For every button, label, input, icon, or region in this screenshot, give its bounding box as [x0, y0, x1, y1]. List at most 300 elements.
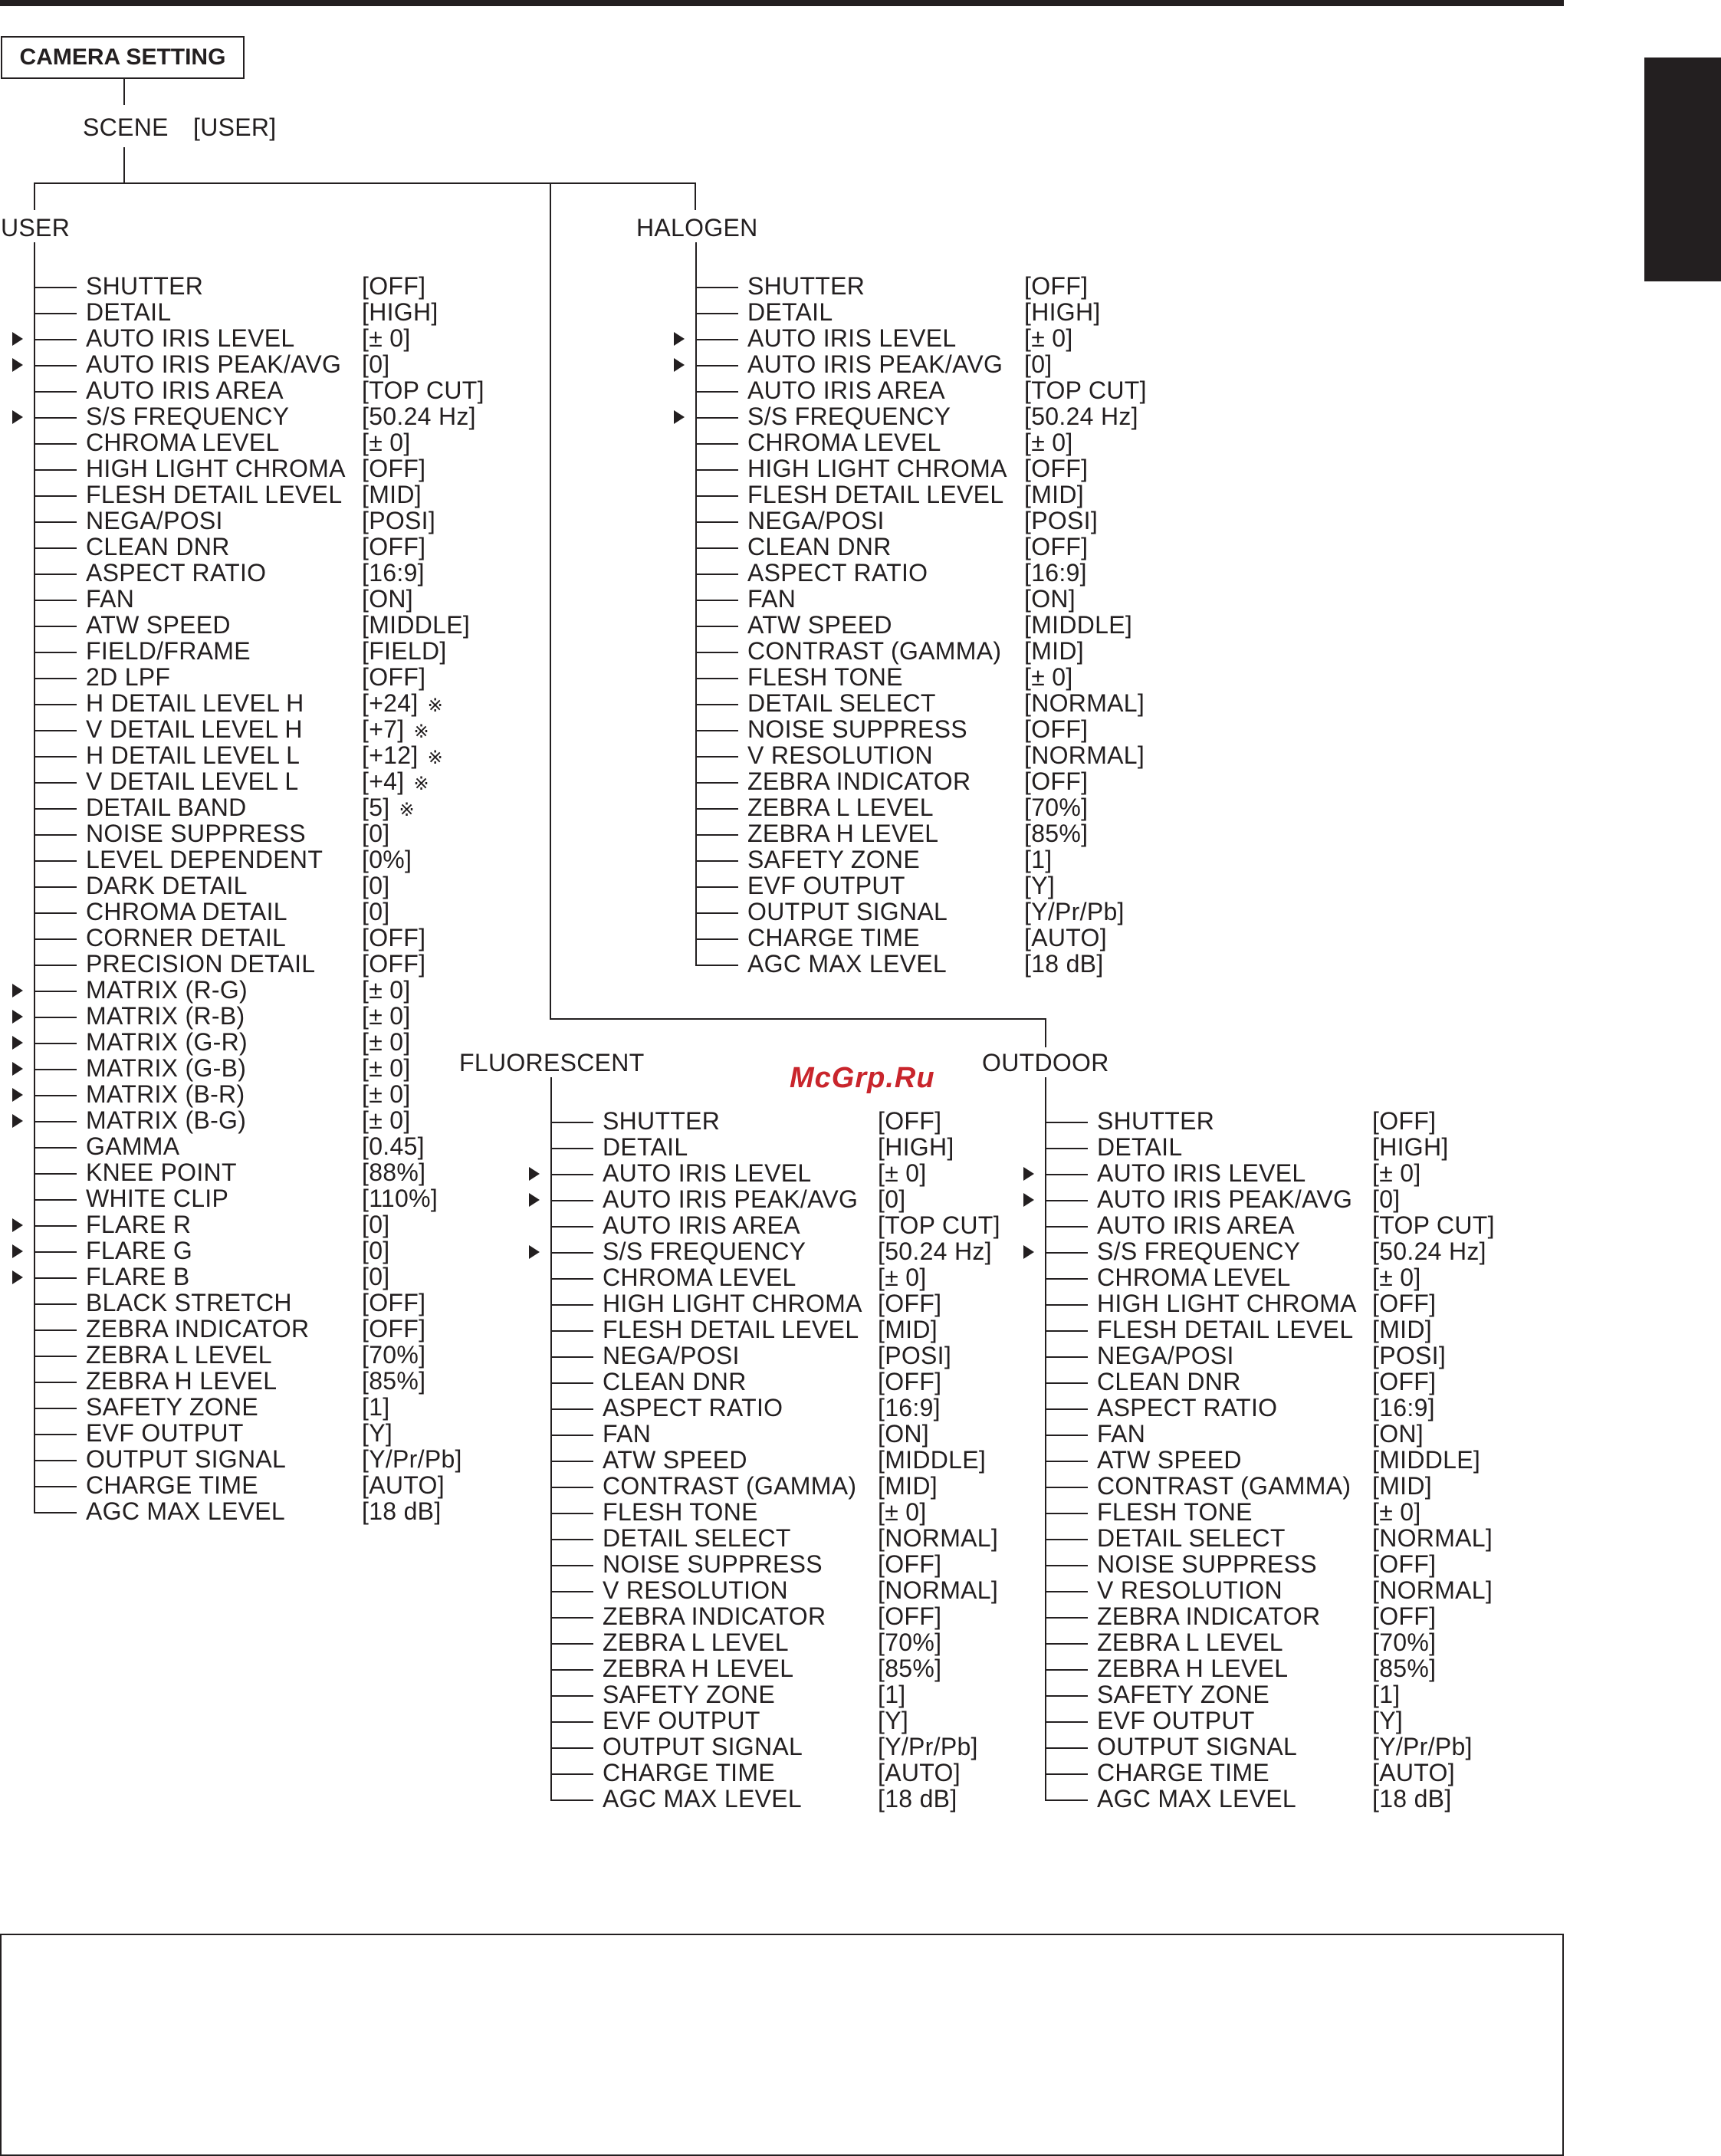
setting-value: [1024, 456, 1088, 481]
tree-branch: [34, 417, 77, 419]
tree-branch: [34, 1460, 77, 1461]
setting-value-text: [Y/Pr/Pb]: [1024, 898, 1125, 925]
setting-name: CHARGE TIME: [603, 1759, 775, 1786]
tree-branch: [34, 912, 77, 914]
setting-name: ASPECT RATIO: [1097, 1394, 1278, 1421]
setting-value-text: [0]: [878, 1185, 906, 1213]
tree-branch: [695, 756, 738, 758]
tree-branch: [695, 730, 738, 731]
setting-name: ZEBRA INDICATOR: [86, 1315, 310, 1343]
setting-value-text: [MIDDLE]: [1024, 611, 1133, 639]
setting-value: [1372, 1291, 1436, 1316]
setting-name: EVF OUTPUT: [747, 872, 905, 899]
setting-value: [362, 326, 411, 350]
setting-name: NOISE SUPPRESS: [747, 715, 967, 743]
reference-mark-icon: ※: [413, 774, 429, 794]
setting-value-text: [± 0]: [362, 1028, 411, 1056]
tree-trunk-halogen: [695, 242, 697, 965]
tree-branch: [1045, 1174, 1088, 1175]
setting-value: [362, 300, 438, 324]
setting-value: [1372, 1526, 1493, 1550]
setting-value: [1372, 1786, 1452, 1811]
tree-branch: [1045, 1304, 1088, 1306]
setting-name: ZEBRA H LEVEL: [603, 1655, 794, 1682]
tree-branch: [34, 391, 77, 393]
setting-value: [878, 1265, 927, 1290]
setting-name: CHROMA LEVEL: [86, 429, 280, 456]
setting-name: OUTPUT SIGNAL: [86, 1445, 287, 1473]
setting-name: SHUTTER: [1097, 1107, 1215, 1135]
setting-value: [362, 378, 484, 403]
column-heading-fluorescent: FLUORESCENT: [459, 1049, 645, 1076]
setting-value: [1372, 1630, 1436, 1655]
setting-name: FAN: [86, 585, 135, 613]
setting-value: [878, 1421, 929, 1446]
reference-mark-icon: ※: [427, 748, 443, 768]
pointer-mark-icon: [1023, 1193, 1034, 1207]
setting-value-text: [± 0]: [362, 1054, 411, 1082]
setting-value: [362, 534, 425, 559]
setting-value: [362, 665, 425, 689]
setting-value: [1372, 1317, 1432, 1342]
tree-branch: [550, 1721, 593, 1723]
pointer-mark-icon: [529, 1167, 540, 1181]
setting-value-text: [MID]: [878, 1472, 938, 1500]
setting-name: DETAIL: [603, 1133, 688, 1161]
setting-name: S/S FREQUENCY: [747, 403, 951, 430]
tree-branch: [1045, 1148, 1088, 1149]
setting-name: DETAIL SELECT: [1097, 1524, 1286, 1552]
setting-value-text: [0]: [1372, 1185, 1401, 1213]
setting-name: PRECISION DETAIL: [86, 950, 316, 978]
tree-branch: [1045, 1435, 1088, 1436]
setting-value-text: [50.24 Hz]: [362, 403, 476, 430]
setting-value-text: [0]: [362, 820, 390, 847]
setting-value-text: [OFF]: [1372, 1602, 1437, 1630]
setting-name: AGC MAX LEVEL: [86, 1497, 285, 1525]
tree-branch: [695, 443, 738, 445]
setting-value-text: [± 0]: [878, 1498, 927, 1526]
setting-value: [362, 1369, 425, 1393]
setting-value-text: [OFF]: [1024, 533, 1089, 560]
setting-value-text: [OFF]: [362, 950, 426, 978]
setting-value-text: [MID]: [1024, 481, 1084, 508]
setting-name: CHROMA DETAIL: [86, 898, 287, 925]
tree-branch: [550, 1695, 593, 1697]
setting-value: [362, 1160, 425, 1185]
setting-name: V RESOLUTION: [1097, 1576, 1283, 1604]
tree-branch: [1045, 1565, 1088, 1566]
tree-branch: [1045, 1643, 1088, 1645]
tree-branch: [34, 678, 77, 679]
tree-branch: [550, 1799, 593, 1801]
setting-value: [362, 1343, 425, 1367]
setting-value: [1024, 560, 1087, 585]
tree-branch: [695, 652, 738, 653]
setting-name: FAN: [1097, 1420, 1146, 1448]
column-heading-outdoor: OUTDOOR: [982, 1049, 1109, 1076]
tree-branch: [550, 1356, 593, 1358]
setting-value: [362, 899, 389, 924]
setting-value: [1024, 482, 1084, 507]
pointer-mark-icon: [12, 1270, 23, 1284]
setting-value-text: [OFF]: [1024, 455, 1089, 482]
tree-branch: [34, 1069, 77, 1070]
setting-value: [878, 1500, 927, 1524]
setting-value-text: [+24]: [362, 689, 419, 717]
setting-name: H DETAIL LEVEL H: [86, 689, 304, 717]
setting-value: [1372, 1552, 1436, 1576]
setting-value-text: [OFF]: [1024, 767, 1089, 795]
tree-branch: [34, 600, 77, 601]
setting-name: ZEBRA L LEVEL: [86, 1341, 272, 1369]
scene-value: [USER]: [193, 113, 277, 141]
tree-branch: [34, 1199, 77, 1201]
setting-name: FLESH TONE: [603, 1498, 758, 1526]
setting-value-text: [± 0]: [1024, 324, 1073, 352]
tree-trunk-outdoor: [1045, 1077, 1046, 1800]
setting-value-text: [Y]: [878, 1707, 909, 1734]
tree-branch: [695, 860, 738, 862]
setting-value-text: [ON]: [1372, 1420, 1424, 1448]
setting-value-text: [Y/Pr/Pb]: [878, 1733, 978, 1760]
setting-value: [362, 274, 425, 298]
tree-branch: [1045, 1747, 1088, 1749]
setting-name: ZEBRA H LEVEL: [1097, 1655, 1289, 1682]
setting-value: [362, 717, 429, 744]
setting-value: [1024, 795, 1088, 820]
setting-value-text: [ON]: [1024, 585, 1076, 613]
tree-branch: [550, 1226, 593, 1228]
setting-name: AGC MAX LEVEL: [1097, 1785, 1296, 1813]
setting-value-text: [OFF]: [1372, 1290, 1437, 1317]
pointer-mark-icon: [12, 358, 23, 372]
tree-branch: [34, 782, 77, 784]
setting-value: [1372, 1161, 1421, 1185]
setting-name: NOISE SUPPRESS: [86, 820, 306, 847]
pointer-mark-icon: [529, 1193, 540, 1207]
tree-branch: [695, 574, 738, 575]
setting-value: [878, 1343, 951, 1368]
tree-branch: [550, 1252, 593, 1254]
setting-value-text: [POSI]: [1372, 1342, 1447, 1369]
setting-name: DARK DETAIL: [86, 872, 248, 899]
setting-name: ASPECT RATIO: [747, 559, 928, 587]
setting-value-text: [OFF]: [362, 924, 426, 951]
setting-value-text: [± 0]: [362, 324, 411, 352]
tree-connector: [123, 147, 125, 182]
setting-name: FLESH TONE: [1097, 1498, 1253, 1526]
setting-value: [1372, 1656, 1436, 1681]
setting-name: DETAIL BAND: [86, 794, 247, 821]
setting-value: [1372, 1213, 1495, 1237]
setting-value-text: [± 0]: [1024, 429, 1073, 456]
setting-name: NEGA/POSI: [603, 1342, 740, 1369]
setting-value-text: [85%]: [1372, 1655, 1437, 1682]
setting-value: [878, 1734, 978, 1759]
tree-branch: [34, 287, 77, 288]
setting-value-text: [± 0]: [362, 976, 411, 1004]
setting-name: ATW SPEED: [603, 1446, 747, 1474]
setting-name: AUTO IRIS LEVEL: [603, 1159, 812, 1187]
setting-value-text: [± 0]: [878, 1159, 927, 1187]
setting-value-text: [OFF]: [878, 1602, 942, 1630]
setting-value: [362, 847, 412, 872]
setting-name: CHROMA LEVEL: [603, 1264, 796, 1291]
tree-branch: [550, 1773, 593, 1775]
setting-value-text: [+7]: [362, 715, 405, 743]
setting-value: [878, 1604, 941, 1629]
setting-name: DETAIL: [86, 298, 172, 326]
setting-value: [878, 1448, 986, 1472]
setting-value-text: [AUTO]: [878, 1759, 961, 1786]
tree-branch: [695, 339, 738, 340]
tree-branch: [550, 1408, 593, 1410]
tree-branch: [1045, 1226, 1088, 1228]
setting-value: [1024, 378, 1147, 403]
setting-name: HIGH LIGHT CHROMA: [603, 1290, 862, 1317]
setting-name: AUTO IRIS AREA: [603, 1211, 800, 1239]
pointer-mark-icon: [12, 410, 23, 424]
setting-value-text: [NORMAL]: [1024, 689, 1145, 717]
tree-connector: [34, 182, 696, 184]
setting-value-text: [MID]: [362, 481, 422, 508]
setting-value: [878, 1682, 905, 1707]
setting-name: ATW SPEED: [86, 611, 231, 639]
setting-value: [878, 1187, 905, 1211]
setting-value: [878, 1526, 998, 1550]
reference-mark-icon: ※: [399, 800, 415, 820]
setting-value: [362, 1056, 411, 1080]
setting-value: [362, 430, 411, 455]
tree-branch: [550, 1304, 593, 1306]
tree-branch: [34, 991, 77, 992]
setting-value: [1024, 534, 1088, 559]
setting-value-text: [85%]: [362, 1367, 426, 1395]
tree-branch: [695, 808, 738, 810]
setting-value-text: [0%]: [362, 846, 412, 873]
setting-value: [878, 1291, 941, 1316]
tree-branch: [34, 521, 77, 523]
tree-branch: [34, 1017, 77, 1018]
pointer-mark-icon: [12, 1036, 23, 1050]
setting-value-text: [± 0]: [1372, 1264, 1421, 1291]
tree-branch: [695, 834, 738, 836]
tree-branch: [34, 1173, 77, 1175]
setting-name: NOISE SUPPRESS: [603, 1550, 823, 1578]
tree-branch: [34, 1121, 77, 1122]
tree-branch: [34, 938, 77, 940]
setting-name: AGC MAX LEVEL: [603, 1785, 802, 1813]
tree-branch: [695, 417, 738, 419]
setting-value: [1372, 1734, 1473, 1759]
setting-name: AUTO IRIS LEVEL: [1097, 1159, 1306, 1187]
setting-value: [362, 1108, 411, 1132]
setting-value: [878, 1708, 908, 1733]
setting-value-text: [50.24 Hz]: [1024, 403, 1138, 430]
tree-branch: [695, 495, 738, 497]
tree-branch: [695, 704, 738, 705]
tree-connector: [695, 182, 696, 210]
setting-value: [1372, 1474, 1432, 1498]
setting-name: CLEAN DNR: [1097, 1368, 1241, 1395]
setting-name: EVF OUTPUT: [603, 1707, 760, 1734]
setting-value: [1024, 352, 1052, 376]
setting-value-text: [OFF]: [1372, 1107, 1437, 1135]
setting-name: FLARE B: [86, 1263, 190, 1290]
setting-value-text: [5]: [362, 794, 390, 821]
setting-name: DETAIL SELECT: [603, 1524, 791, 1552]
tree-branch: [34, 704, 77, 705]
tree-branch: [1045, 1252, 1088, 1254]
setting-name: AUTO IRIS PEAK/AVG: [1097, 1185, 1353, 1213]
setting-value-text: [HIGH]: [1372, 1133, 1449, 1161]
setting-name: AUTO IRIS PEAK/AVG: [603, 1185, 859, 1213]
notes-box: [0, 1934, 1564, 2156]
setting-value-text: [NORMAL]: [1372, 1576, 1493, 1604]
setting-value-text: [OFF]: [362, 272, 426, 300]
pointer-mark-icon: [674, 358, 685, 372]
section-tab: [1644, 58, 1721, 281]
setting-value-text: [18 dB]: [1024, 950, 1104, 978]
setting-value-text: [MIDDLE]: [878, 1446, 987, 1474]
setting-name: MATRIX (B-R): [86, 1080, 245, 1108]
setting-name: CHROMA LEVEL: [747, 429, 941, 456]
setting-value: [1024, 404, 1138, 429]
setting-name: CONTRAST (GAMMA): [603, 1472, 857, 1500]
setting-value: [1024, 430, 1073, 455]
setting-value-text: [OFF]: [1024, 715, 1089, 743]
setting-value: [362, 1030, 411, 1054]
setting-value: [878, 1395, 941, 1420]
setting-value: [1372, 1760, 1455, 1785]
setting-value: [1024, 274, 1088, 298]
setting-name: SAFETY ZONE: [603, 1681, 775, 1708]
tree-branch: [550, 1200, 593, 1201]
setting-value: [362, 951, 425, 976]
setting-value: [1372, 1369, 1436, 1394]
setting-name: SHUTTER: [603, 1107, 721, 1135]
tree-branch: [695, 912, 738, 914]
tree-branch: [695, 678, 738, 679]
tree-branch: [695, 391, 738, 393]
tree-branch: [550, 1513, 593, 1514]
setting-name: OUTPUT SIGNAL: [1097, 1733, 1298, 1760]
setting-value-text: [± 0]: [362, 1106, 411, 1134]
setting-value-text: [85%]: [1024, 820, 1089, 847]
tree-branch: [34, 860, 77, 862]
setting-value: [1024, 769, 1088, 794]
setting-value: [362, 769, 429, 797]
setting-value-text: [18 dB]: [878, 1785, 957, 1813]
setting-name: AUTO IRIS LEVEL: [86, 324, 295, 352]
tree-branch: [695, 469, 738, 471]
setting-value: [1372, 1135, 1449, 1159]
setting-value: [1372, 1500, 1421, 1524]
setting-value-text: [± 0]: [1372, 1498, 1421, 1526]
tree-branch: [34, 495, 77, 497]
pointer-mark-icon: [12, 1088, 23, 1102]
setting-name: SHUTTER: [86, 272, 204, 300]
setting-value: [878, 1578, 998, 1602]
setting-name: NEGA/POSI: [86, 507, 223, 534]
tree-branch: [34, 1512, 77, 1513]
tree-branch: [34, 756, 77, 758]
setting-value: [1024, 665, 1073, 689]
tree-branch: [34, 1329, 77, 1331]
tree-branch: [550, 1174, 593, 1175]
setting-value: [1372, 1421, 1424, 1446]
setting-value-text: [MIDDLE]: [1372, 1446, 1481, 1474]
setting-name: LEVEL DEPENDENT: [86, 846, 324, 873]
setting-value: [878, 1213, 1000, 1237]
setting-name: ASPECT RATIO: [603, 1394, 783, 1421]
page-title: CAMERA SETTING: [1, 36, 245, 79]
reference-mark-icon: ※: [427, 695, 443, 716]
setting-value-text: [0]: [362, 898, 390, 925]
setting-name: NOISE SUPPRESS: [1097, 1550, 1317, 1578]
setting-value: [362, 821, 389, 846]
setting-name: SAFETY ZONE: [1097, 1681, 1269, 1708]
pointer-mark-icon: [529, 1245, 540, 1259]
setting-name: ATW SPEED: [1097, 1446, 1242, 1474]
setting-value-text: [50.24 Hz]: [1372, 1237, 1486, 1265]
setting-name: FAN: [603, 1420, 652, 1448]
setting-name: V DETAIL LEVEL H: [86, 715, 303, 743]
tree-branch: [34, 339, 77, 340]
setting-name: NEGA/POSI: [1097, 1342, 1234, 1369]
pointer-mark-icon: [12, 332, 23, 346]
setting-value-text: [POSI]: [878, 1342, 952, 1369]
setting-value-text: [18 dB]: [362, 1497, 442, 1525]
tree-branch: [550, 1382, 593, 1384]
tree-branch: [34, 547, 77, 549]
setting-value-text: [TOP CUT]: [878, 1211, 1000, 1239]
setting-value-text: [Y]: [1024, 872, 1056, 899]
tree-branch: [34, 313, 77, 314]
setting-value-text: [FIELD]: [362, 637, 447, 665]
setting-value-text: [MID]: [1372, 1472, 1432, 1500]
setting-name: AGC MAX LEVEL: [747, 950, 947, 978]
setting-value-text: [16:9]: [878, 1394, 941, 1421]
setting-name: MATRIX (R-G): [86, 976, 248, 1004]
tree-connector: [34, 182, 35, 210]
setting-value-text: [OFF]: [362, 455, 426, 482]
setting-value: [1024, 508, 1098, 533]
tree-branch: [1045, 1617, 1088, 1619]
setting-value-text: [NORMAL]: [878, 1524, 999, 1552]
setting-value-text: [± 0]: [1024, 663, 1073, 691]
setting-name: AUTO IRIS AREA: [747, 376, 945, 404]
setting-value-text: [50.24 Hz]: [878, 1237, 992, 1265]
tree-branch: [695, 782, 738, 784]
setting-name: ZEBRA INDICATOR: [1097, 1602, 1321, 1630]
setting-value: [878, 1317, 938, 1342]
setting-value-text: [OFF]: [362, 663, 426, 691]
pointer-mark-icon: [1023, 1167, 1034, 1181]
setting-value-text: [TOP CUT]: [362, 376, 484, 404]
setting-value: [1372, 1708, 1403, 1733]
setting-name: FLARE G: [86, 1237, 193, 1264]
setting-value: [878, 1786, 957, 1811]
setting-value: [362, 1421, 392, 1445]
setting-value: [362, 873, 389, 898]
setting-value-text: [0]: [362, 872, 390, 899]
setting-value-text: [Y/Pr/Pb]: [1372, 1733, 1473, 1760]
top-rule: [0, 0, 1564, 6]
setting-value: [362, 795, 415, 823]
tree-trunk-user: [34, 242, 35, 1513]
